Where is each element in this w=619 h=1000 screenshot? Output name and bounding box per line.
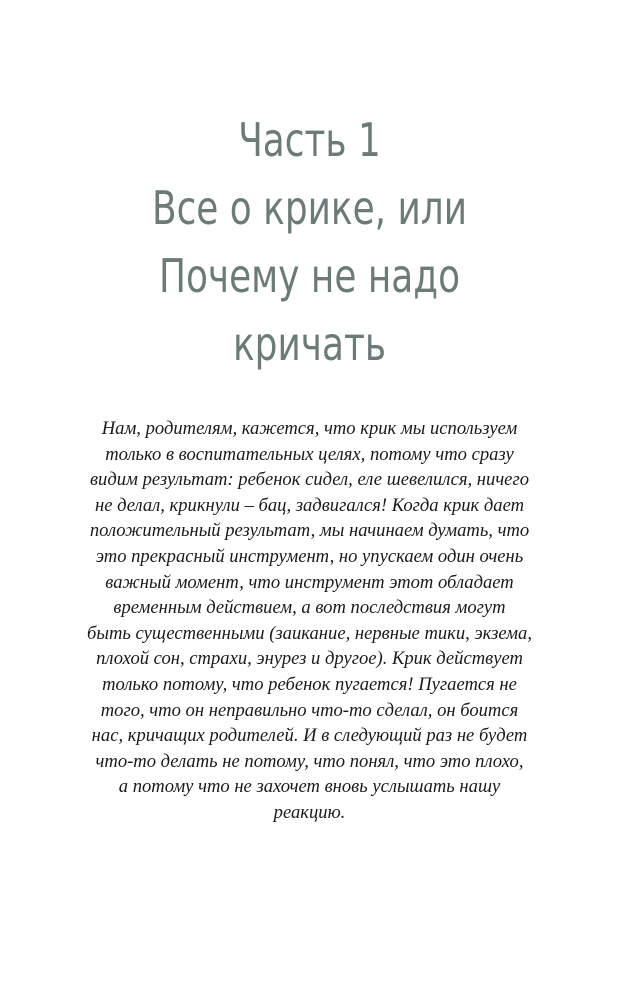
intro-line: это прекрасный инструмент, но упускаем один очень [95,545,524,567]
intro-line: плохой сон, страхи, энурез и другое). Крик действует [96,648,523,670]
intro-line: что-то делать не потому, что понял, что это плохо, [95,750,524,772]
intro-line: только в воспитательных целях, потому что сразу [105,443,514,465]
intro-line: быть существенными (заикание, нервные тики, экзема, [87,622,532,644]
intro-line: Нам, родителям, кажется, что крик мы используем [101,418,518,439]
intro-line: видим результат: ребенок сидел, еле шевелился, ничего [89,469,529,491]
intro-line: не делал, крикнули – бац, задвигался! Когда крик дает [94,494,525,516]
intro-line: а потому что не захочет вновь услышать нашу [118,776,501,798]
intro-line: реакцию. [273,801,346,823]
chapter-title-line: кричать [232,317,387,371]
intro-line: только потому, что ребенок пугается! Пугается не [102,673,517,695]
chapter-title-line: Часть 1 [238,113,381,167]
chapter-title-line: Все о крике, или [151,181,468,235]
intro-line: положительный результат, мы начинаем думать, что [89,520,530,542]
intro-line: временным действием, а вот последствия могут [113,597,506,619]
chapter-title [115,106,504,378]
intro-line: того, что он неправильно что-то сделал, он боится [100,699,519,721]
chapter-title-line: Почему не надо [158,249,461,303]
intro-line: нас, кричащих родителей. И в следующий раз не будет [91,725,528,747]
intro-line: важный момент, что инструмент этот обладает [105,571,514,593]
intro-paragraph [52,416,567,826]
